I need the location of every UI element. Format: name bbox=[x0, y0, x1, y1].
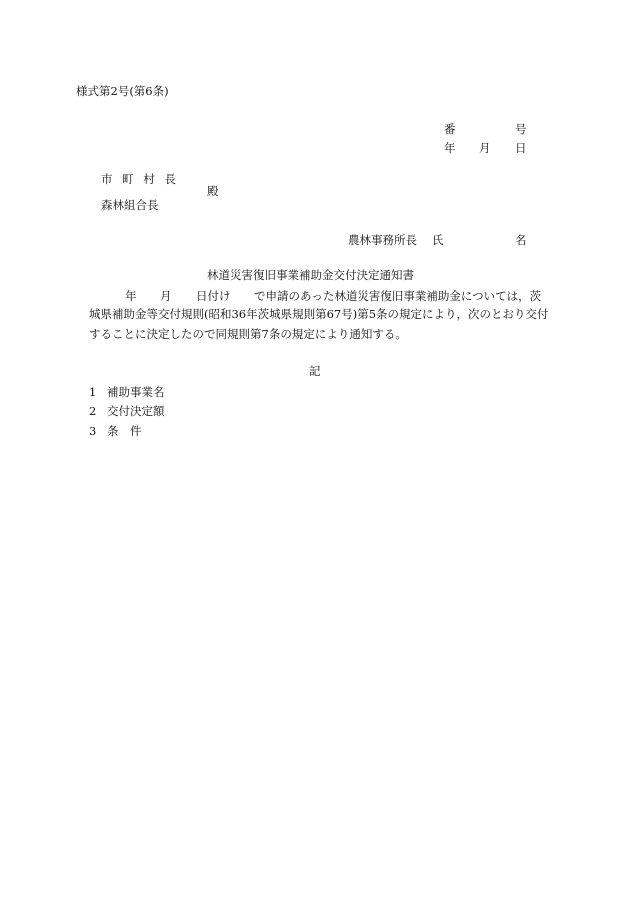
document-number-suffix: 号 bbox=[515, 122, 527, 136]
date-day-label: 日 bbox=[515, 141, 527, 155]
form-number-label: 様式第2号(第6条) bbox=[76, 84, 169, 98]
issuer-name-given: 名 bbox=[515, 233, 527, 247]
list-item-number: 3 bbox=[89, 424, 97, 438]
addressee-honorific: 殿 bbox=[207, 184, 219, 198]
document-title: 林道災害復旧事業補助金交付決定通知書 bbox=[207, 268, 414, 282]
issuer-title: 農林事務所長 bbox=[348, 233, 417, 247]
list-item bbox=[89, 426, 142, 438]
body-day-suffix: 日付け bbox=[196, 289, 231, 303]
body-line-2: 城県補助金等交付規則(昭和36年茨城県規則第67号)第5条の規定により，次のとおり交付 bbox=[89, 307, 549, 321]
list-item-number: 1 bbox=[89, 385, 97, 399]
list-item-label: 補助事業名 bbox=[107, 385, 165, 399]
addressee-mayor: 市 町 村 長 bbox=[101, 172, 179, 186]
list-item bbox=[89, 387, 165, 399]
body-line-3: することに決定したので同規則第7条の規定により通知する。 bbox=[89, 327, 407, 341]
issuer-name-family: 氏 bbox=[432, 233, 444, 247]
document-number-label: 番 bbox=[444, 122, 456, 136]
list-item-label: 交付決定額 bbox=[107, 404, 165, 418]
list-item-number: 2 bbox=[89, 404, 97, 418]
date-month-label: 月 bbox=[479, 141, 491, 155]
list-item-label: 条 件 bbox=[107, 424, 142, 438]
body-month: 月 bbox=[160, 289, 172, 303]
list-item bbox=[89, 406, 165, 418]
body-line-1-text: で申請のあった林道災害復旧事業補助金については，茨 bbox=[254, 289, 542, 303]
addressee-forest-association: 森林組合長 bbox=[101, 198, 159, 212]
ki-heading: 記 bbox=[309, 364, 321, 378]
date-year-label: 年 bbox=[444, 141, 456, 155]
body-year: 年 bbox=[125, 289, 137, 303]
